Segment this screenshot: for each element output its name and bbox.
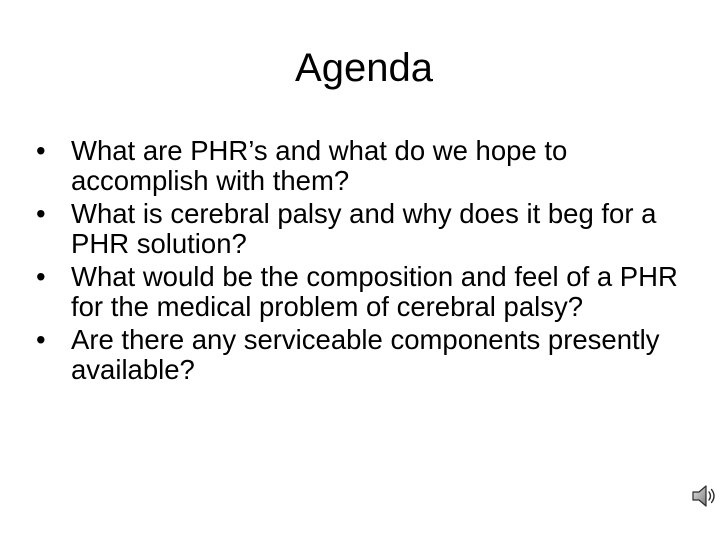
bullet-item xyxy=(36,325,700,385)
bullet-marker: • xyxy=(36,324,46,355)
bullet-marker: • xyxy=(36,261,46,292)
slide-title: Agenda xyxy=(295,46,433,90)
bullet-text: What is cerebral palsy and why does it beg for a PHR solution? xyxy=(71,198,657,259)
bullet-text: What would be the composition and feel of a PHR for the medical problem of cerebral palsy? xyxy=(71,261,678,322)
bullet-item xyxy=(36,136,700,196)
bullet-text: Are there any serviceable components presently available? xyxy=(71,324,660,385)
bullet-item xyxy=(36,262,700,322)
bullet-list xyxy=(36,136,700,388)
bullet-marker: • xyxy=(36,198,46,229)
bullet-text: What are PHR’s and what do we hope to accomplish with them? xyxy=(71,135,568,196)
bullet-marker: • xyxy=(36,135,46,166)
bullet-item xyxy=(36,199,700,259)
speaker-icon[interactable] xyxy=(690,482,718,510)
